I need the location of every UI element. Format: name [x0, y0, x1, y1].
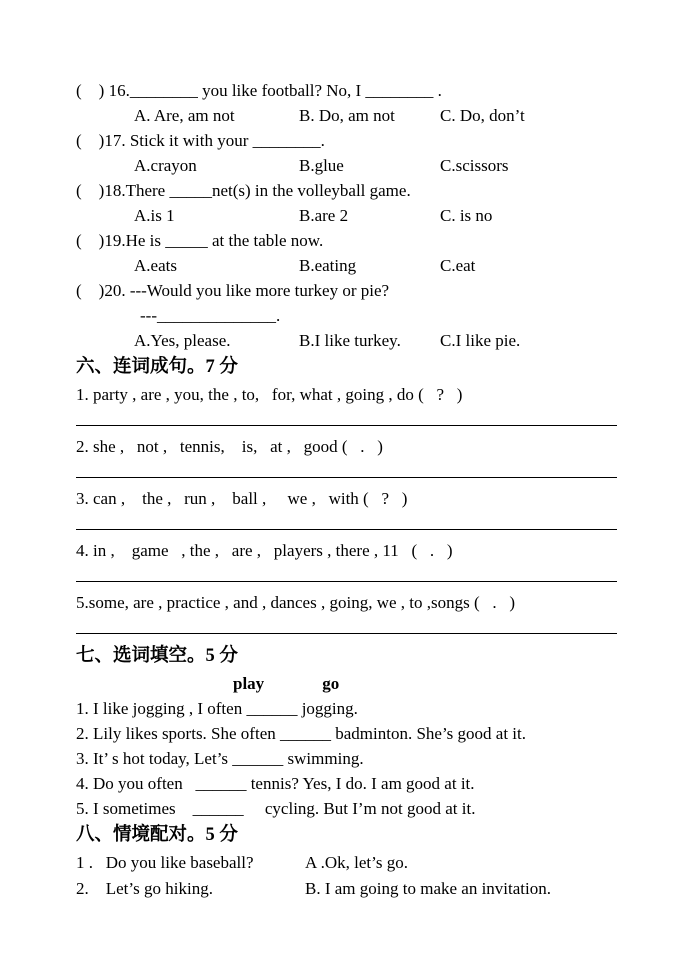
match-left: 2. Let’s go hiking.	[76, 879, 213, 898]
jumble-item-3: 3. can , the , run , ball , we , with ( ? )	[76, 489, 408, 508]
fill-item-5: 5. I sometimes ______ cycling. But I’m not good at it.	[76, 799, 476, 818]
answer-blank-line	[76, 459, 617, 478]
option-b: B.eating	[299, 256, 357, 275]
match-right: B. I am going to make an invitation.	[305, 879, 551, 898]
mc-q20-options	[134, 328, 617, 353]
mc-q20-stem: ( )20. ---Would you like more turkey or pie?	[76, 281, 390, 300]
option-c: C. is no	[440, 206, 493, 225]
answer-blank-line	[76, 407, 617, 426]
option-c: C.scissors	[440, 156, 509, 175]
section-heading-word-fill: 七、选词填空。5 分	[76, 646, 238, 666]
answer-blank-line	[76, 563, 617, 582]
section-unscramble-sentences	[76, 353, 617, 634]
option-b: B. Do, am not	[299, 106, 395, 125]
word-bank-go: go	[322, 674, 340, 693]
mc-q17-stem: ( )17. Stick it with your ________.	[76, 131, 325, 150]
jumble-item-2: 2. she , not , tennis, is, at , good ( . )	[76, 437, 383, 456]
mc-q19-options	[134, 253, 617, 278]
section-heading-unscramble: 六、连词成句。7 分	[76, 357, 238, 377]
option-c: C.I like pie.	[440, 331, 521, 350]
mc-q16-options	[134, 103, 617, 128]
word-bank	[233, 671, 617, 696]
mc-q17-options	[134, 153, 617, 178]
option-b: B.glue	[299, 156, 344, 175]
option-b: B.I like turkey.	[299, 331, 401, 350]
match-pair-1	[76, 850, 617, 876]
option-a: A.crayon	[134, 156, 197, 175]
section-multiple-choice	[76, 78, 617, 353]
fill-item-2: 2. Lily likes sports. She often ______ badminton. She’s good at it.	[76, 724, 527, 743]
option-c: C. Do, don’t	[440, 106, 525, 125]
option-b: B.are 2	[299, 206, 349, 225]
jumble-item-4: 4. in , game , the , are , players , there , 11 ( . )	[76, 541, 453, 560]
match-pair-2	[76, 876, 617, 902]
fill-item-3: 3. It’ s hot today, Let’s ______ swimming.	[76, 749, 364, 768]
option-a: A.is 1	[134, 206, 175, 225]
jumble-item-1: 1. party , are , you, the , to, for, what , going , do ( ? )	[76, 385, 463, 404]
option-a: A.eats	[134, 256, 177, 275]
mc-q18-options	[134, 203, 617, 228]
answer-blank-line	[76, 615, 617, 634]
option-c: C.eat	[440, 256, 476, 275]
section-matching	[76, 821, 617, 902]
section-heading-matching: 八、情境配对。5 分	[76, 825, 238, 845]
match-right: A .Ok, let’s go.	[305, 853, 408, 872]
mc-q16-stem: ( ) 16.________ you like football? No, I ________ .	[76, 81, 442, 100]
mc-q18-stem: ( )18.There _____net(s) in the volleyball game.	[76, 181, 411, 200]
mc-q19-stem: ( )19.He is _____ at the table now.	[76, 231, 324, 250]
option-a: A. Are, am not	[134, 106, 235, 125]
match-left: 1 . Do you like baseball?	[76, 853, 254, 872]
section-word-fill	[76, 642, 617, 821]
jumble-item-5: 5.some, are , practice , and , dances , going, we , to ,songs ( . )	[76, 593, 516, 612]
fill-item-4: 4. Do you often ______ tennis? Yes, I do. I am good at it.	[76, 774, 475, 793]
answer-blank-line	[76, 511, 617, 530]
mc-q20-answer-blank: ---______________.	[140, 306, 281, 325]
fill-item-1: 1. I like jogging , I often ______ jogging.	[76, 699, 358, 718]
word-bank-play: play	[233, 674, 265, 693]
option-a: A.Yes, please.	[134, 331, 231, 350]
